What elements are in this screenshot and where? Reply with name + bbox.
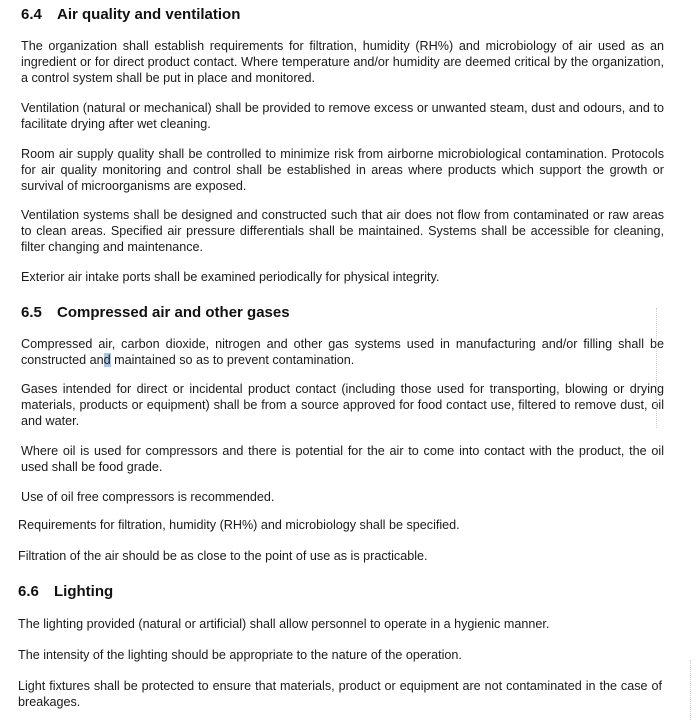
section-number: 6.6 bbox=[18, 583, 39, 600]
section-heading-6-5 bbox=[21, 304, 290, 321]
paragraph-text: maintained so as to prevent contamination. bbox=[110, 353, 355, 367]
paragraph bbox=[21, 336, 664, 368]
section-heading-6-6 bbox=[18, 583, 113, 600]
paragraph: Requirements for filtration, humidity (RH%) and microbiology shall be specified. bbox=[18, 518, 460, 532]
section-heading-6-4 bbox=[21, 6, 240, 23]
section-title: Lighting bbox=[54, 583, 114, 600]
text-selection-highlight[interactable]: d bbox=[103, 353, 111, 367]
scan-artifact-line bbox=[690, 660, 692, 720]
paragraph-text: Compressed air, carbon dioxide, nitrogen and other gas systems used in manufacturing and/or filling shall be constructed an bbox=[21, 337, 664, 367]
section-title: Compressed air and other gases bbox=[57, 304, 290, 321]
paragraph: Use of oil free compressors is recommended. bbox=[21, 490, 275, 504]
paragraph: Room air supply quality shall be controlled to minimize risk from airborne microbiological contamination. Protocols for air quality monitoring and control shall be established in areas where products which support the growth or survival of microorganisms are exposed. bbox=[21, 147, 664, 193]
paragraph: The organization shall establish requirements for filtration, humidity (RH%) and microbiology of air used as an ingredient or for direct product contact. Where temperature and/or humidity are deemed critical by the organization, a control system shall be put in place and monitored. bbox=[21, 39, 664, 85]
paragraph: Ventilation systems shall be designed and constructed such that air does not flow from contaminated or raw areas to clean areas. Specified air pressure differentials shall be maintained. Systems shall be accessible for cleaning, filter changing and maintenance. bbox=[21, 208, 664, 254]
paragraph: The intensity of the lighting should be appropriate to the nature of the operation. bbox=[18, 648, 462, 662]
section-number: 6.5 bbox=[21, 304, 42, 321]
paragraph: Exterior air intake ports shall be examined periodically for physical integrity. bbox=[21, 270, 440, 284]
paragraph: Light fixtures shall be protected to ensure that materials, product or equipment are not contaminated in the case of breakages. bbox=[18, 679, 662, 709]
paragraph: Filtration of the air should be as close to the point of use as is practicable. bbox=[18, 549, 428, 563]
paragraph: Where oil is used for compressors and there is potential for the air to come into contact with the product, the oil used shall be food grade. bbox=[21, 444, 664, 474]
paragraph: The lighting provided (natural or artificial) shall allow personnel to operate in a hygienic manner. bbox=[18, 617, 550, 631]
paragraph: Ventilation (natural or mechanical) shall be provided to remove excess or unwanted steam, dust and odours, and to facilitate drying after wet cleaning. bbox=[21, 101, 664, 131]
section-title: Air quality and ventilation bbox=[57, 6, 241, 23]
paragraph: Gases intended for direct or incidental product contact (including those used for transporting, blowing or drying materials, products or equipment) shall be from a source approved for food contact use, filtered to remove dust, oil and water. bbox=[21, 382, 664, 428]
scan-artifact-line bbox=[656, 308, 658, 428]
section-number: 6.4 bbox=[21, 6, 42, 23]
